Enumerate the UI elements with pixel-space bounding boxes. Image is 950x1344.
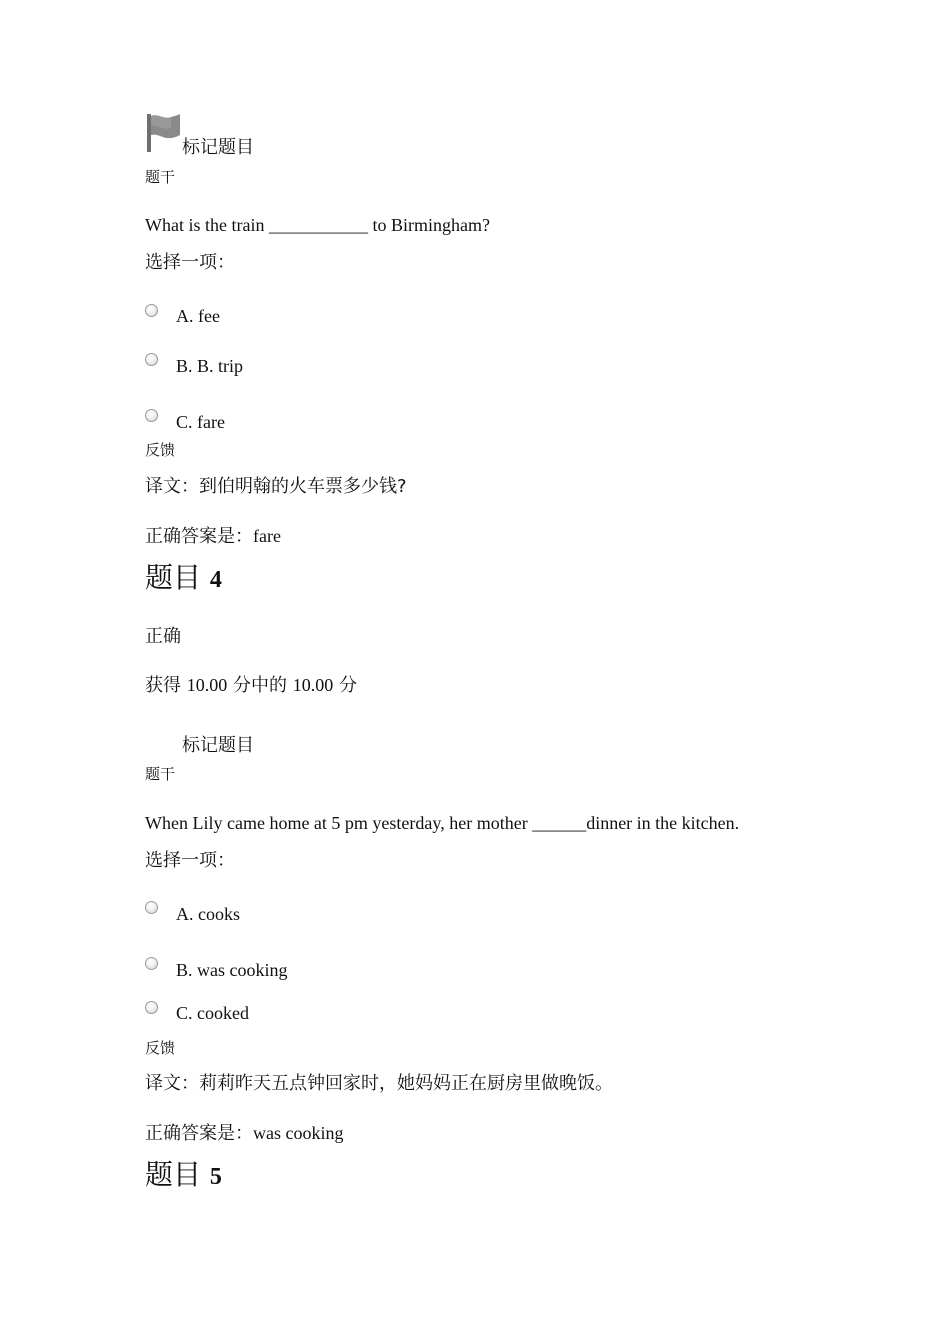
feedback-label: 反馈 xyxy=(145,1039,176,1057)
choose-one-label: 选择一项： xyxy=(145,252,235,273)
score-got: 10.00 xyxy=(186,675,228,695)
feedback-label: 反馈 xyxy=(145,441,176,459)
question-heading-word: 题目 xyxy=(145,561,202,594)
option-c[interactable]: C. fare xyxy=(176,412,225,432)
correct-answer xyxy=(145,522,281,548)
correct-answer-value: fare xyxy=(253,526,281,546)
option-c[interactable]: C. cooked xyxy=(176,1003,249,1023)
choose-one-label: 选择一项： xyxy=(145,850,235,871)
feedback-translation: 译文：到伯明翰的火车票多少钱? xyxy=(145,476,407,497)
question-score xyxy=(145,671,357,697)
question-heading xyxy=(145,1153,222,1193)
flag-question-label[interactable]: 标记题目 xyxy=(182,735,254,756)
radio-unchecked-icon[interactable] xyxy=(145,1001,158,1014)
radio-unchecked-icon[interactable] xyxy=(145,901,158,914)
option-a[interactable]: A. fee xyxy=(176,306,220,326)
stem-label: 题干 xyxy=(145,765,176,783)
question-heading xyxy=(145,556,222,596)
score-suffix: 分 xyxy=(338,675,357,696)
score-mid: 分中的 xyxy=(232,675,287,696)
question-text: What is the train ___________ to Birmingham? xyxy=(145,215,490,235)
correct-answer-prefix: 正确答案是： xyxy=(145,1123,253,1144)
flag-question-label[interactable]: 标记题目 xyxy=(182,137,254,158)
question-heading-word: 题目 xyxy=(145,1158,202,1191)
correct-answer xyxy=(145,1119,343,1145)
question-text: When Lily came home at 5 pm yesterday, her mother ______dinner in the kitchen. xyxy=(145,813,740,833)
flag-icon[interactable] xyxy=(146,114,182,152)
question-number: 4 xyxy=(209,567,222,593)
score-total: 10.00 xyxy=(292,675,334,695)
question-number: 5 xyxy=(209,1164,222,1190)
correct-answer-prefix: 正确答案是： xyxy=(145,526,253,547)
feedback-translation: 译文：莉莉昨天五点钟回家时，她妈妈正在厨房里做晚饭。 xyxy=(145,1073,613,1094)
score-prefix: 获得 xyxy=(145,675,181,696)
radio-unchecked-icon[interactable] xyxy=(145,409,158,422)
option-a[interactable]: A. cooks xyxy=(176,904,240,924)
question-status: 正确 xyxy=(145,626,181,647)
correct-answer-value: was cooking xyxy=(253,1123,344,1143)
radio-unchecked-icon[interactable] xyxy=(145,353,158,366)
option-b[interactable]: B. B. trip xyxy=(176,356,244,376)
stem-label: 题干 xyxy=(145,168,176,186)
radio-unchecked-icon[interactable] xyxy=(145,304,158,317)
radio-unchecked-icon[interactable] xyxy=(145,957,158,970)
option-b[interactable]: B. was cooking xyxy=(176,960,288,980)
